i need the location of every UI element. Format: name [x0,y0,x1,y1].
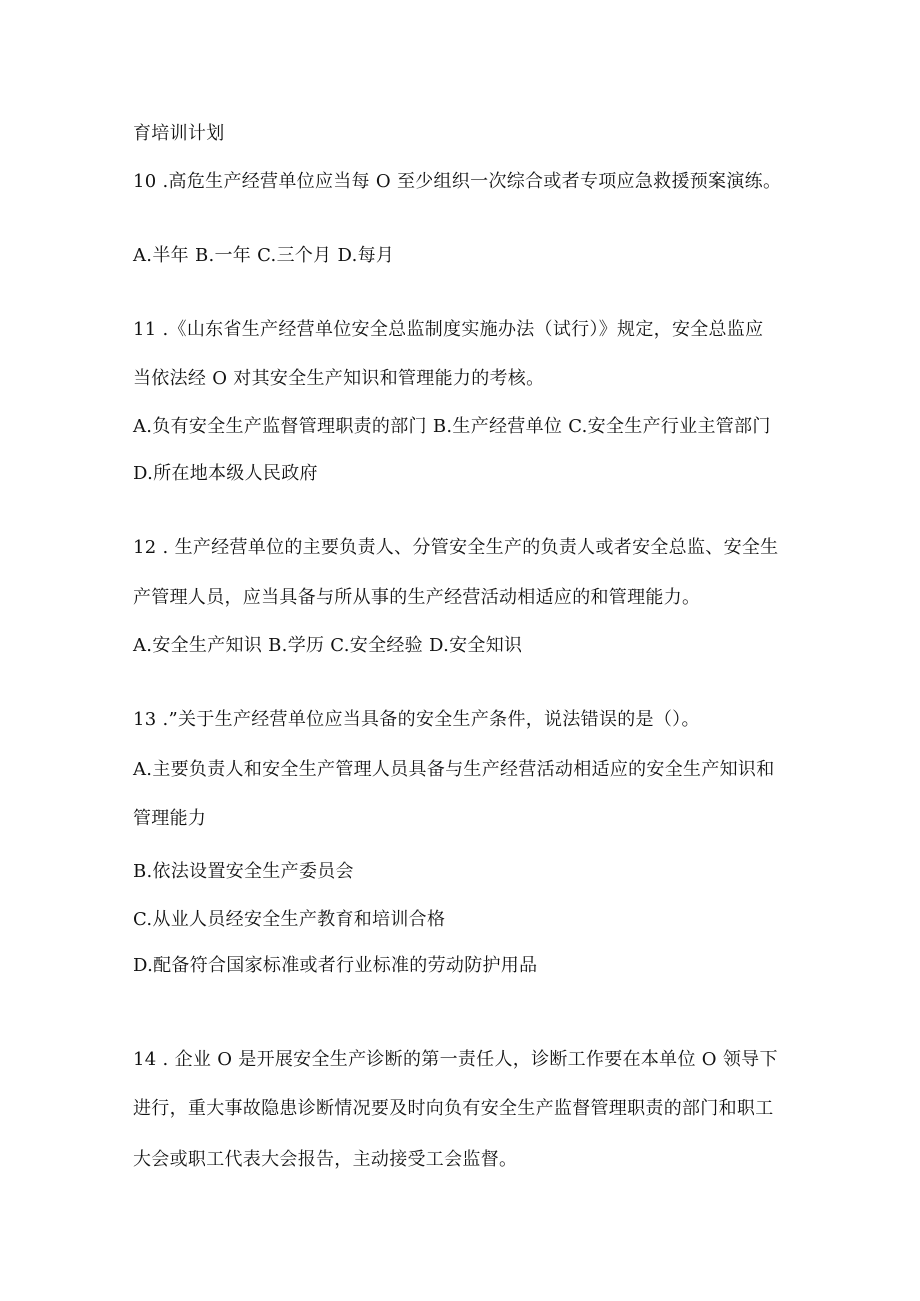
question-12-options: A.安全生产知识 B.学历 C.安全经验 D.安全知识 [133,635,523,656]
question-10-options: A.半年 B.一年 C.三个月 D.每月 [133,245,395,266]
question-13-option-d: D.配备符合国家标准或者行业标准的劳动防护用品 [133,955,538,976]
question-12-text-line-2: 产管理人员，应当具备与所从事的生产经营活动相适应的和管理能力。 [133,587,701,608]
question-13-option-a-line-2: 管理能力 [133,808,207,829]
question-11-options-line-1: A.负有安全生产监督管理职责的部门 B.生产经营单位 C.安全生产行业主管部门 [133,416,771,437]
question-13-option-a-line-1: A.主要负责人和安全生产管理人员具备与生产经营活动相适应的安全生产知识和 [133,759,775,780]
question-13-option-c: C.从业人员经安全生产教育和培训合格 [133,909,446,930]
continuation-text: 育培训计划 [133,123,225,144]
question-11-text-line-2: 当依法经 O 对其安全生产知识和管理能力的考核。 [133,368,545,389]
question-11-options-line-2: D.所在地本级人民政府 [133,463,318,484]
question-14-text-line-3: 大会或职工代表大会报告，主动接受工会监督。 [133,1149,518,1170]
question-12-text-line-1: 12 . 生产经营单位的主要负责人、分管安全生产的负责人或者安全总监、安全生 [133,537,779,558]
question-10-text: 10 .高危生产经营单位应当每 O 至少组织一次综合或者专项应急救援预案演练。 [133,171,782,192]
question-13-text: 13 .”关于生产经营单位应当具备的安全生产条件，说法错误的是（）。 [133,709,700,730]
question-13-option-b: B.依法设置安全生产委员会 [133,861,354,882]
question-14-text-line-1: 14 . 企业 O 是开展安全生产诊断的第一责任人，诊断工作要在本单位 O 领导下 [133,1049,778,1070]
question-11-text-line-1: 11 .《山东省生产经营单位安全总监制度实施办法（试行）》规定，安全总监应 [133,319,764,340]
question-14-text-line-2: 进行，重大事故隐患诊断情况要及时向负有安全生产监督管理职责的部门和职工 [133,1098,774,1119]
